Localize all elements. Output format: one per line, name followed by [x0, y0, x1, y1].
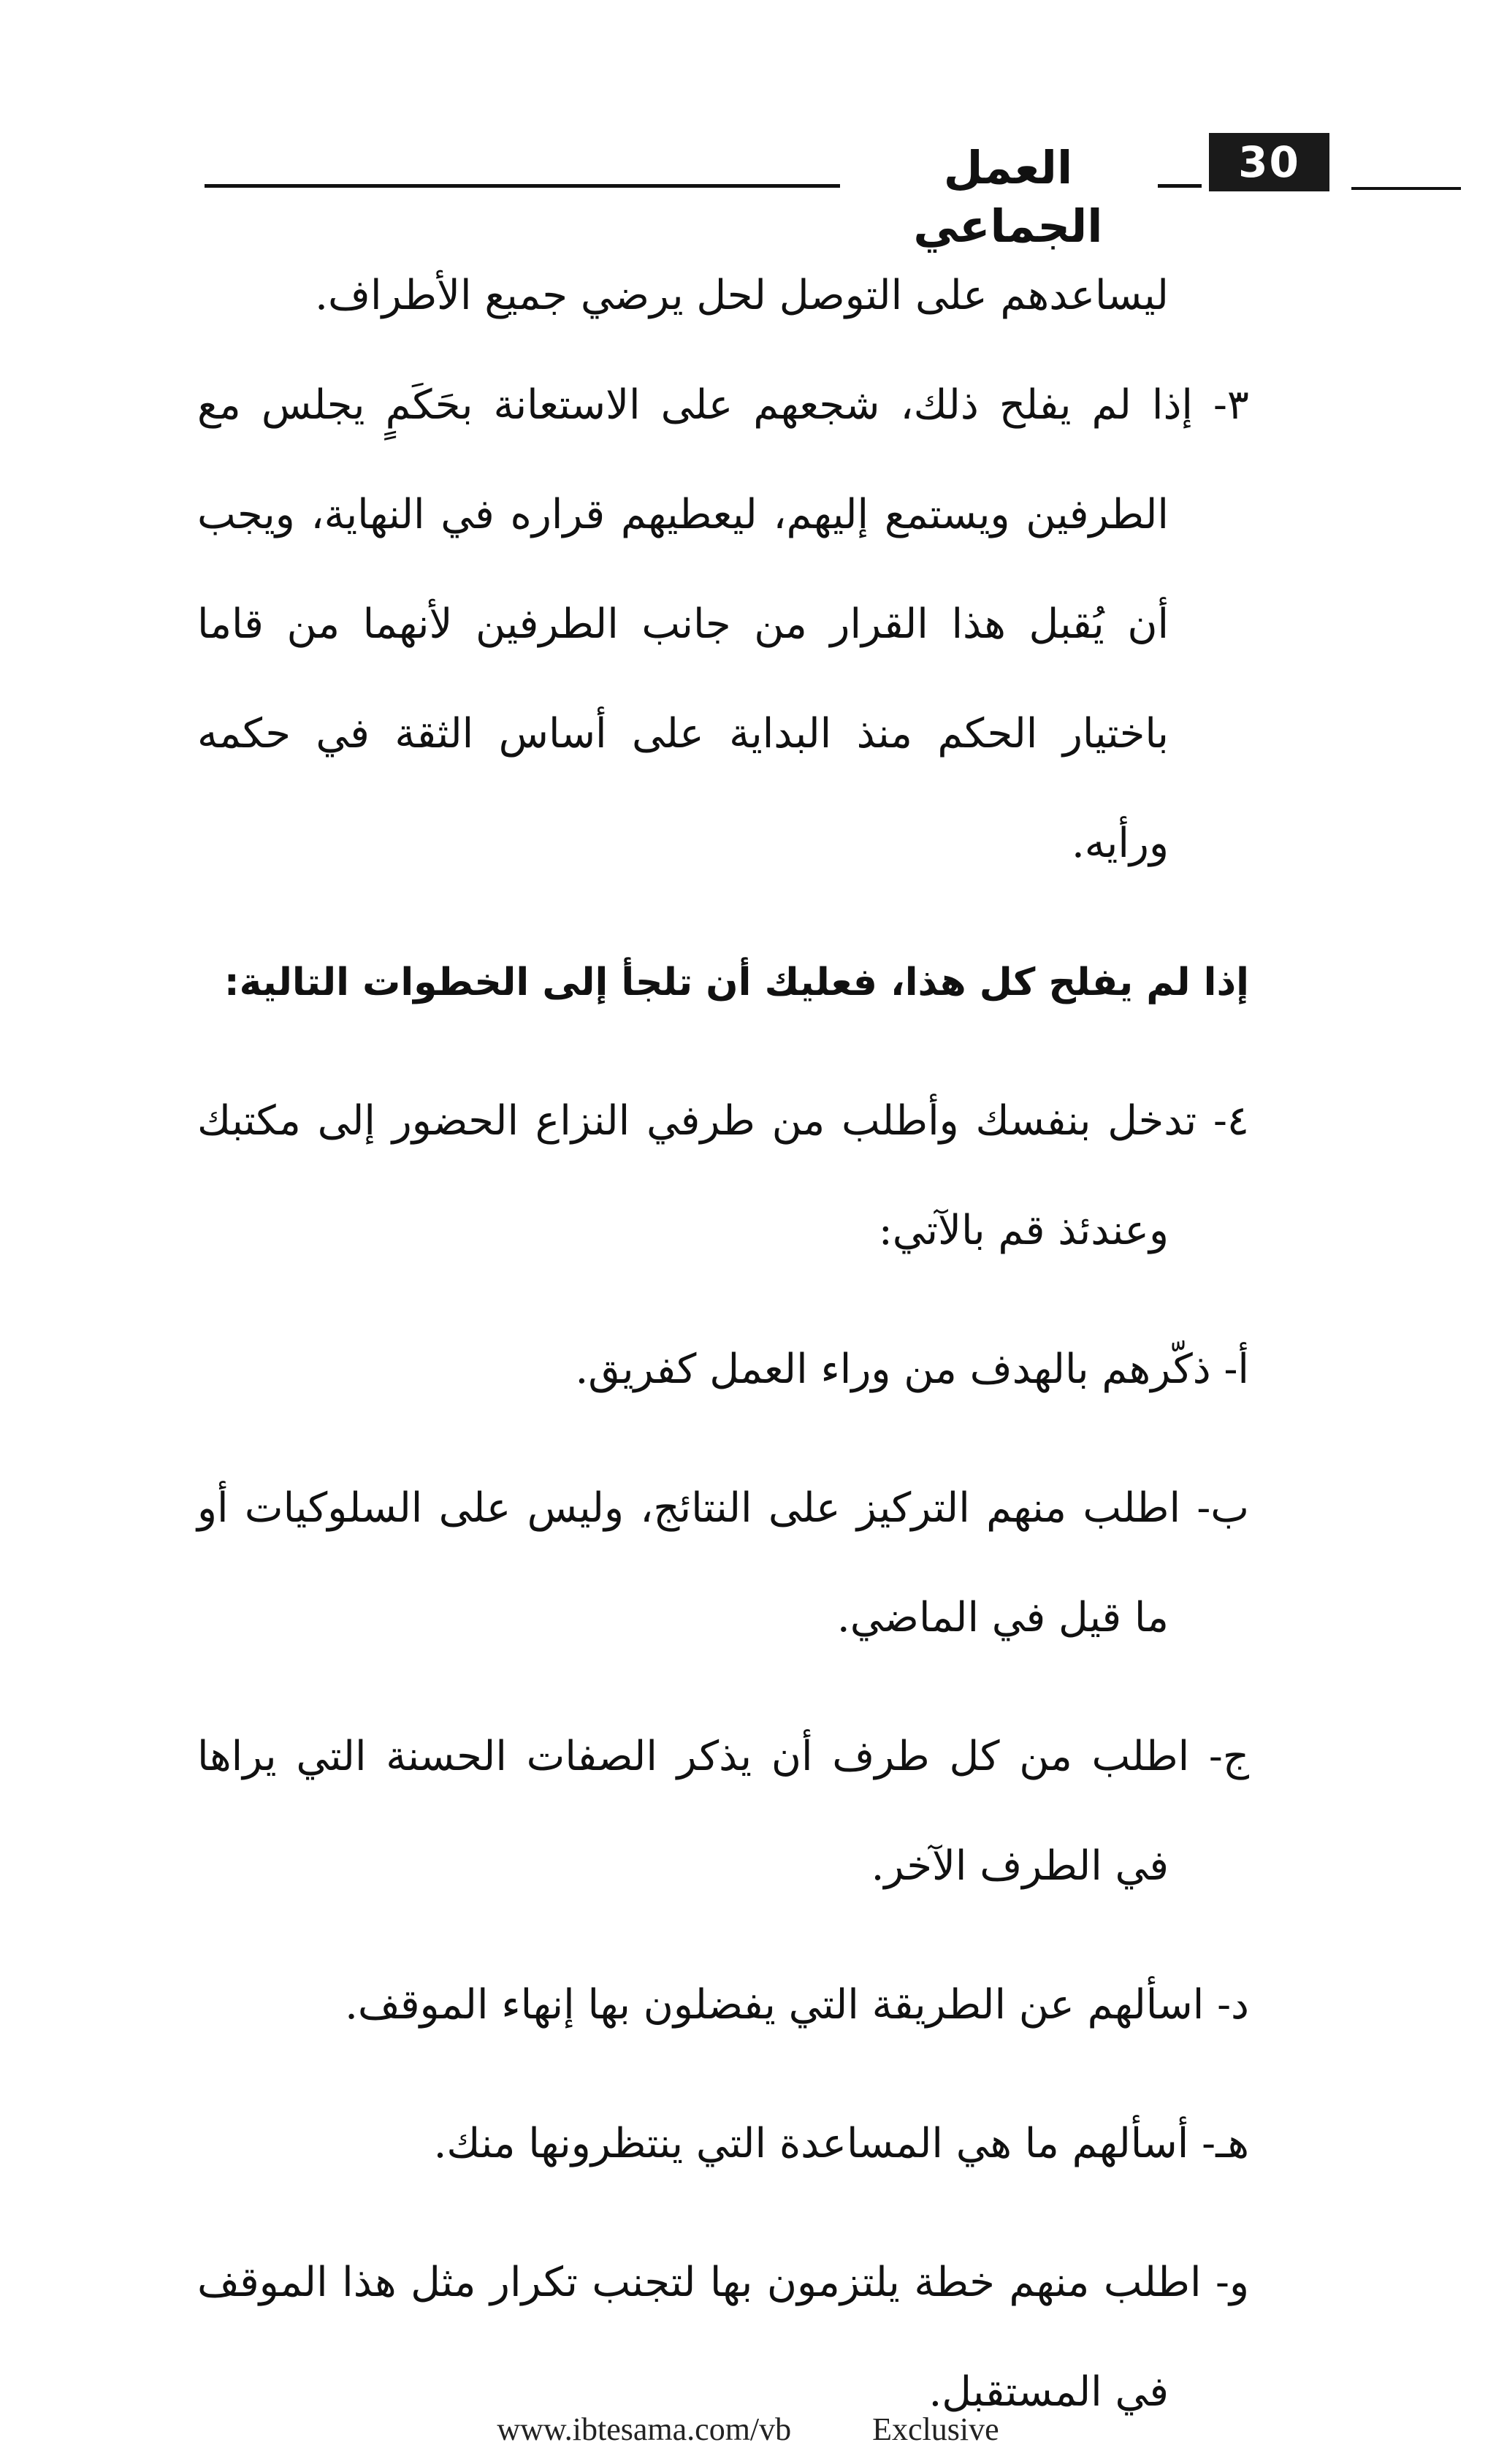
- footer-url: www.ibtesama.com/vb: [497, 2411, 792, 2447]
- page-header: [205, 117, 1344, 253]
- section-intro: إذا لم يفلح كل هذا، فعليك أن تلجأ إلى الخطوات التالية:: [224, 961, 1249, 1004]
- running-title: العمل الجماعي: [913, 141, 1103, 253]
- paragraph-continuation: ليساعدهم على التوصل لحل يرضي جميع الأطراف.: [315, 272, 1169, 319]
- sub-item-d: د- اسألهم عن الطريقة التي يفضلون بها إنهاء الموقف.: [345, 1981, 1249, 2029]
- sub-item-b: ب- اطلب منهم التركيز على النتائج، وليس على السلوكيات أو ما قيل في الماضي.: [197, 1484, 1249, 1641]
- sub-item-a: أ- ذكّرهم بالهدف من وراء العمل كفريق.: [575, 1346, 1249, 1393]
- header-rule-right: [1351, 187, 1461, 190]
- sub-item-c: ج- اطلب من كل طرف أن يذكر الصفات الحسنة التي يراها في الطرف الآخر.: [197, 1733, 1249, 1890]
- footer-tag: Exclusive: [872, 2411, 999, 2447]
- header-dash: [1158, 184, 1202, 188]
- page-footer: [0, 2411, 1496, 2448]
- sub-item-f: و- اطلب منهم خطة يلتزمون بها لتجنب تكرار مثل هذا الموقف في المستقبل.: [197, 2259, 1250, 2416]
- list-item-3: ٣- إذا لم يفلح ذلك، شجعهم على الاستعانة بحَكَمٍ يجلس مع الطرفين ويستمع إليهم، ليعطيهم قراره في النهاية، ويجب أن يُقبل هذا القرار من جانب الطرفين لأنهما من قاما باختيار الحكم منذ البداية على أساس الثقة في حكمه ورأيه.: [197, 381, 1249, 867]
- page-number: 30: [1209, 133, 1329, 191]
- list-item-4: ٤- تدخل بنفسك وأطلب من طرفي النزاع الحضور إلى مكتبك وعندئذ قم بالآتي:: [197, 1097, 1249, 1254]
- header-rule: [205, 184, 840, 188]
- page-body: [197, 241, 1249, 2447]
- sub-item-e: هـ- أسألهم ما هي المساعدة التي ينتظرونها منك.: [433, 2120, 1249, 2167]
